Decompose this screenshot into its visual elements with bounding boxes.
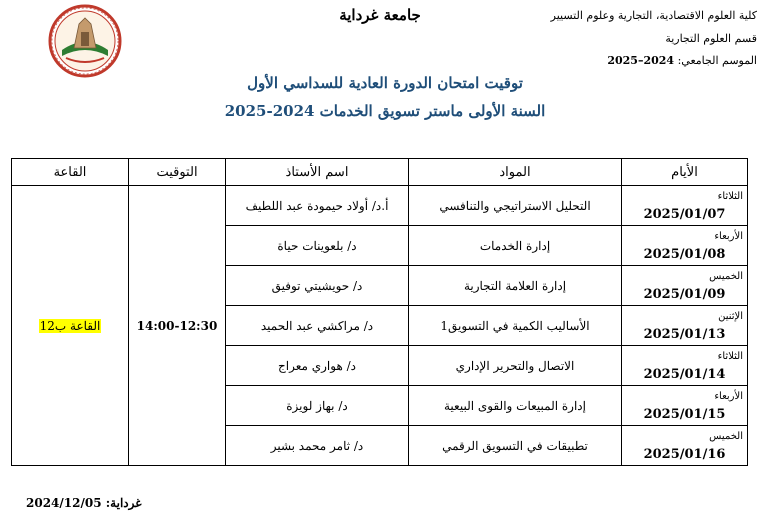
room-label [39,319,102,333]
subject-cell: إدارة الخدمات [409,226,622,266]
footer-date: 2024/12/05 [26,496,102,510]
professor-cell: أ.د/ أولاد حيمودة عبد اللطيف [226,186,409,226]
day-name: الإثنين [718,310,743,322]
professor-cell: د/ مراكشي عبد الحميد [226,306,409,346]
day-cell [622,386,748,426]
exam-date: 2025/01/15 [643,406,726,422]
program-title: السنة الأولى ماستر تسويق الخدمات 2024-2025 [224,102,546,120]
room-number: 12 [39,318,55,333]
professor-cell: د/ حويشيتي توفيق [226,266,409,306]
footer-place-date [26,496,142,510]
day-cell [622,226,748,266]
subject-cell: تطبيقات في التسويق الرقمي [409,426,622,466]
day-name: الخميس [709,270,743,282]
room-prefix: القاعة ب [54,318,101,333]
header-days: الأيام [622,159,748,186]
header-professor: اسم الأستاذ [226,159,409,186]
day-name: الثلاثاء [717,350,743,362]
day-cell [622,426,748,466]
day-cell [622,306,748,346]
day-name: الأربعاء [714,390,743,402]
exam-date: 2025/01/07 [643,206,726,222]
professor-cell: د/ بلعوينات حياة [226,226,409,266]
subject-cell: الاتصال والتحرير الإداري [409,346,622,386]
subject-cell: إدارة المبيعات والقوى البيعية [409,386,622,426]
university-name: جامعة غرداية [339,6,421,24]
exam-date: 2025/01/14 [643,366,726,382]
university-logo [48,4,122,78]
subject-cell: إدارة العلامة التجارية [409,266,622,306]
room-cell [12,186,129,466]
exam-date: 2025/01/13 [643,326,726,342]
table-header-row [12,159,748,186]
header-room: القاعة [12,159,129,186]
day-name: الخميس [709,430,743,442]
exam-date: 2025/01/09 [643,286,726,302]
exam-title: توقيت امتحان الدورة العادية للسداسي الأول [247,74,523,92]
faculty-name: كلية العلوم الاقتصادية، التجارية وعلوم التسيير [550,9,757,22]
day-cell [622,266,748,306]
day-name: الأربعاء [714,230,743,242]
footer-place: غرداية: [101,496,142,510]
season-label: الموسم الجامعي: [674,54,757,67]
table-row [12,186,748,226]
header-time: التوقيت [129,159,226,186]
exam-date: 2025/01/16 [643,446,726,462]
professor-cell: د/ بهاز لويزة [226,386,409,426]
exam-date: 2025/01/08 [643,246,726,262]
professor-cell: د/ ثامر محمد بشير [226,426,409,466]
day-name: الثلاثاء [717,190,743,202]
department-name: قسم العلوم التجارية [665,32,757,45]
day-cell [622,346,748,386]
professor-cell: د/ هواري معراج [226,346,409,386]
time-cell: 14:00-12:30 [129,186,226,466]
exam-schedule-table [11,158,748,466]
season-value: 2024–2025 [607,54,675,67]
day-cell [622,186,748,226]
subject-cell: الأساليب الكمية في التسويق1 [409,306,622,346]
header-subjects: المواد [409,159,622,186]
subject-cell: التحليل الاستراتيجي والتنافسي [409,186,622,226]
academic-season [607,54,757,67]
